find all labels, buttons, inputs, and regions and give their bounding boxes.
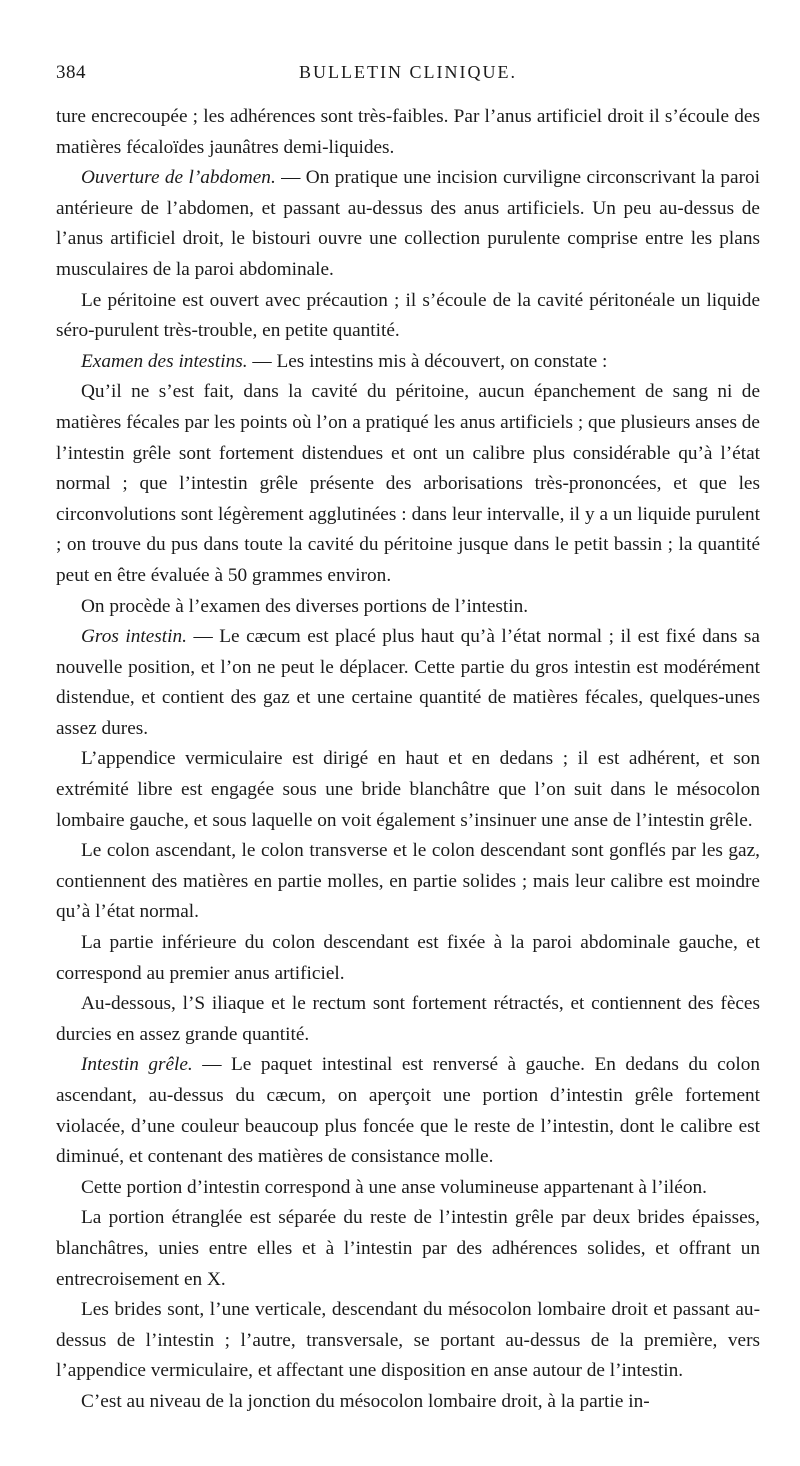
paragraph-text: La portion étranglée est séparée du reste de l’intestin grêle par deux brides épaisses, blanchâtres, unies entre elles et à l’intestin par des adhérences solides, et offrant un entrecroisement en X. xyxy=(56,1207,760,1290)
paragraph-text: Le colon ascendant, le colon transverse et le colon descendant sont gonflés par les gaz, contiennent des matières en partie molles, en partie solides ; mais leur calibre est moindre qu’à l’état normal. xyxy=(56,840,760,923)
paragraph-lead: Examen des intestins. xyxy=(81,350,248,372)
paragraph-text: On procède à l’examen des diverses portions de l’intestin. xyxy=(81,595,529,617)
paragraph xyxy=(56,1203,760,1295)
paragraph-text: Le péritoine est ouvert avec précaution ; il s’écoule de la cavité péritonéale un liquide séro-purulent très-trouble, en petite quantité. xyxy=(56,289,760,342)
paragraph-text: — Le paquet intestinal est renversé à gauche. En dedans du colon ascendant, au-dessus du cæcum, on aperçoit une portion d’intestin grêle fortement violacée, d’une couleur beaucoup plus foncée que le reste de l’intestin, dont le calibre est diminué, et contenant des matières de consistance molle. xyxy=(56,1054,761,1168)
paragraph-lead: Ouverture de l’abdomen. xyxy=(81,167,276,189)
paragraph-text: ture encrecoupée ; les adhérences sont très-faibles. Par l’anus artificiel droit il s’écoule des matières fécaloïdes jaunâtres demi-liquides. xyxy=(56,106,760,158)
running-title: BULLETIN CLINIQUE. xyxy=(299,62,517,82)
paragraph-text: — Le cæcum est placé plus haut qu’à l’état normal ; il est fixé dans sa nouvelle position, et l’on ne peut le déplacer. Cette partie du gros intestin est modérément distendue, et contient des gaz et une certaine quantité de matières fécales, quelques-unes assez dures. xyxy=(56,626,760,739)
paragraph xyxy=(56,622,760,744)
page-header xyxy=(56,62,760,92)
paragraph xyxy=(56,1050,760,1172)
paragraph xyxy=(56,163,760,285)
paragraph xyxy=(56,1173,760,1204)
paragraph xyxy=(56,928,760,989)
paragraph xyxy=(56,744,760,836)
paragraph-text: La partie inférieure du colon descendant est fixée à la paroi abdominale gauche, et correspond au premier anus artificiel. xyxy=(56,932,760,984)
paragraph xyxy=(56,1295,760,1387)
page-number: 384 xyxy=(56,62,86,83)
paragraph xyxy=(56,102,760,163)
paragraph-text: Au-dessous, l’S iliaque et le rectum sont fortement rétractés, et contiennent des fèces durcies en assez grande quantité. xyxy=(56,993,760,1045)
paragraph-text: — On pratique une incision curviligne circonscrivant la paroi antérieure de l’abdomen, et passant au-dessus des anus artificiels. Un peu au-dessus de l’anus artificiel droit, le bistouri ouvre une collection purulente comprise entre les plans musculaires de la paroi abdominale. xyxy=(56,167,760,280)
paragraph xyxy=(56,989,760,1050)
paragraph-lead: Intestin grêle. xyxy=(81,1054,193,1076)
paragraph-text: Qu’il ne s’est fait, dans la cavité du péritoine, aucun épanchement de sang ni de matières fécales par les points où l’on a pratiqué les anus artificiels ; que plusieurs anses de l’intestin grêle sont fortement distendues et ont un calibre plus considérable qu’à l’état normal ; que l’intestin grêle présente des arborisations très-prononcées, et que les circonvolutions sont légèrement agglutinées : dans leur intervalle, il y a un liquide purulent ; on trouve du pus dans toute la cavité du péritoine jusque dans le petit bassin ; la quantité peut en être évaluée à 50 grammes environ. xyxy=(56,381,760,586)
paragraph xyxy=(56,377,760,591)
paragraph-text: Les brides sont, l’une verticale, descendant du mésocolon lombaire droit et passant au-dessus de l’intestin ; l’autre, transversale, se portant au-dessus de la première, vers l’appendice vermiculaire, et affectant une disposition en anse autour de l’intestin. xyxy=(56,1299,760,1382)
paragraph-lead: Gros intestin. xyxy=(81,626,187,648)
paragraph xyxy=(56,1387,760,1418)
page-body xyxy=(56,102,760,1418)
paragraph xyxy=(56,592,760,623)
paragraph xyxy=(56,286,760,347)
paragraph-text: — Les intestins mis à découvert, on constate : xyxy=(247,350,608,372)
paragraph xyxy=(56,347,760,378)
paragraph-text: L’appendice vermiculaire est dirigé en haut et en dedans ; il est adhérent, et son extrémité libre est engagée sous une bride blanchâtre que l’on suit dans le mésocolon lombaire gauche, et sous laquelle on voit également s’insinuer une anse de l’intestin grêle. xyxy=(56,748,760,831)
paragraph-text: C’est au niveau de la jonction du mésocolon lombaire droit, à la partie in- xyxy=(81,1390,650,1412)
paragraph-text: Cette portion d’intestin correspond à une anse volumineuse appartenant à l’iléon. xyxy=(81,1176,707,1198)
paragraph xyxy=(56,836,760,928)
